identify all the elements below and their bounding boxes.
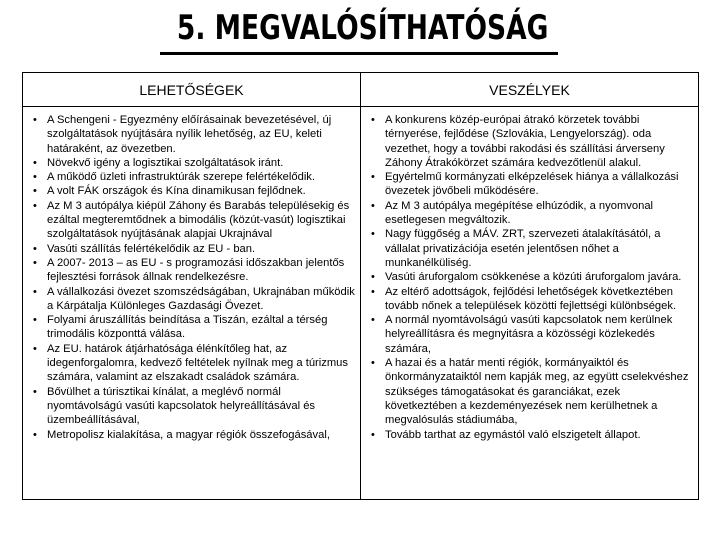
bullet-icon: •: [33, 156, 37, 169]
list-item-text: Az M 3 autópálya kiépül Záhony és Barabás településekig és ezáltal megteremtődnek a bimodális (közút-vasút) logisztikai szolgáltatások nyújtásának alapjai Ukrajnával: [47, 199, 350, 241]
bullet-icon: •: [33, 314, 37, 327]
opportunities-cell: [23, 107, 361, 500]
bullet-icon: •: [371, 428, 375, 441]
list-item-text: Az M 3 autópálya megépítése elhúzódik, a nyomvonal esetlegesen megváltozik.: [385, 199, 654, 227]
list-item: [33, 184, 356, 198]
list-item-text: Az EU. határok átjárhatósága élénkítőleg hat, az idegenforgalomra, kedvező feltételek nyílnak meg a túrizmus számára, valamint az elszakadt családok számára.: [47, 342, 348, 384]
list-item-text: A hazai és a határ menti régiók, kormányaiktól és önkormányzataiktól nem kapják meg, az együtt cselekvéshez szükséges támogatásokat és garanciákat, ezek következtében a kezdeményezések nem kerülhetnek a megvalósulás stádiumába,: [385, 357, 689, 427]
list-item: [33, 199, 356, 242]
list-item: [371, 428, 694, 442]
bullet-icon: •: [371, 228, 375, 241]
list-item: [33, 113, 356, 156]
list-item: [371, 285, 694, 314]
list-item: [33, 156, 356, 170]
bullet-icon: •: [33, 256, 37, 269]
bullet-icon: •: [33, 285, 37, 298]
list-item-text: A vállalkozási övezet szomszédságában, Ukrajnában működik a Kárpátalja Különleges Gazdasági Övezet.: [47, 285, 355, 312]
list-item: [33, 342, 356, 385]
list-item-text: A normál nyomtávolságú vasúti kapcsolatok nem kerülnek helyreállításra és megnyitásra a közösségi közlekedés számára,: [385, 314, 673, 355]
bullet-icon: •: [371, 314, 375, 327]
opportunities-header: LEHETŐSÉGEK: [23, 73, 361, 107]
list-item: [33, 385, 356, 428]
list-item: [33, 313, 356, 342]
bullet-icon: •: [371, 114, 375, 126]
list-item-text: Vasúti áruforgalom csökkenése a közúti áruforgalom javára.: [385, 271, 682, 284]
bullet-icon: •: [33, 171, 37, 184]
bullet-icon: •: [33, 428, 37, 441]
list-item: [371, 270, 694, 284]
bullet-icon: •: [33, 385, 37, 398]
list-item-text: Növekvő igény a logisztikai szolgáltatások iránt.: [47, 156, 284, 169]
list-item-text: A volt FÁK országok és Kína dinamikusan fejlődnek.: [47, 185, 306, 198]
page-title: 5. MEGVALÓSÍTHATÓSÁG: [176, 8, 549, 48]
list-item-text: A 2007- 2013 – as EU - s programozási időszakban jelentős fejlesztési források állnak rendelkezésre.: [47, 256, 345, 284]
threats-header: VESZÉLYEK: [361, 73, 699, 107]
list-item: [33, 170, 356, 184]
list-item-text: Folyami áruszállítás beindítása a Tiszán, ezáltal a térség trimodális központtá válása.: [47, 314, 328, 341]
list-item: [33, 428, 356, 442]
bullet-icon: •: [371, 271, 375, 284]
list-item: [371, 227, 694, 270]
list-item-text: A Schengeni - Egyezmény előírásainak bevezetésével, új szolgáltatások nyújtására nyílik lehetőség, az EU, keleti határaként, az övezetben.: [47, 114, 332, 155]
list-item-text: A konkurens közép-európai átrakó körzetek további térnyerése, fejlődése (Szlovákia, Lengyelország). oda vezethet, hogy a további rakodási és szállítási árverseny Záhony Átrakókörzet számára kedvezőtlenül alakul.: [385, 114, 665, 169]
list-item: [371, 356, 694, 427]
list-item-text: A működő üzleti infrastruktúrák szerepe felértékelődik.: [47, 171, 316, 184]
bullet-icon: •: [371, 199, 375, 212]
list-item-text: Az eltérő adottságok, fejlődési lehetőségek következtében tovább nőnek a települések közötti fejlettségi különbségek.: [385, 285, 677, 312]
title-underline: [160, 52, 558, 55]
bullet-icon: •: [371, 171, 375, 184]
list-item: [371, 113, 694, 170]
swot-table: [22, 72, 699, 500]
bullet-icon: •: [33, 114, 37, 126]
list-item: [33, 242, 356, 256]
list-item-text: Bővülhet a túrisztikai kínálat, a meglévő normál nyomtávolságú vasúti kapcsolatok helyreállításával és üzembeállításával,: [47, 385, 316, 427]
list-item: [371, 170, 694, 199]
list-item-text: Vasúti szállítás felértékelődik az EU - ban.: [47, 242, 256, 255]
list-item-text: Tovább tarthat az egymástól való elszigetelt állapot.: [385, 428, 641, 441]
bullet-icon: •: [33, 242, 37, 255]
bullet-icon: •: [33, 199, 37, 212]
list-item-text: Metropolisz kialakítása, a magyar régiók összefogásával,: [47, 428, 330, 441]
list-item: [371, 313, 694, 356]
bullet-icon: •: [371, 285, 375, 298]
bullet-icon: •: [33, 342, 37, 355]
list-item: [33, 256, 356, 285]
list-item: [371, 199, 694, 228]
bullet-icon: •: [33, 185, 37, 198]
list-item-text: Nagy függőség a MÁV. ZRT, szervezeti átalakításától, a vállalat privatizációja esetén jelentősen nőhet a munkanélküliség.: [385, 228, 661, 269]
threats-list: [365, 113, 694, 442]
opportunities-list: [27, 113, 356, 442]
bullet-icon: •: [371, 357, 375, 370]
list-item-text: Egyértelmű kormányzati elképzelések hiánya a vállalkozási övezetek jövőbeli működésére.: [385, 171, 679, 198]
threats-cell: [361, 107, 699, 500]
list-item: [33, 285, 356, 314]
